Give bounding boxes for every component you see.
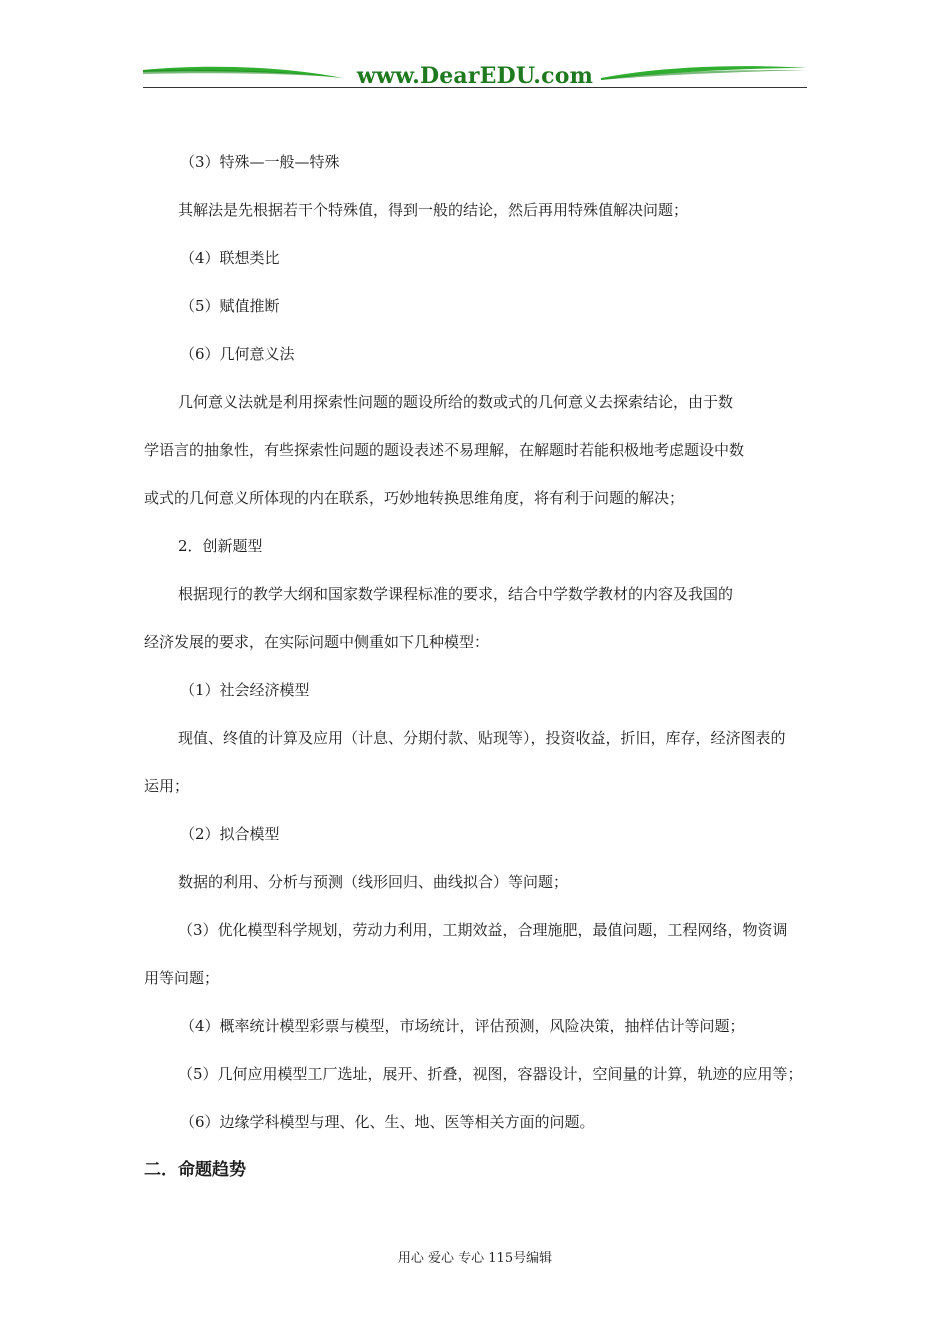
list-item: （5）几何应用模型工厂选址，展开、折叠，视图，容器设计，空间量的计算，轨迹的应用等； bbox=[178, 1065, 803, 1083]
paragraph: 数据的利用、分析与预测（线形回归、曲线拟合）等问题； bbox=[178, 873, 569, 891]
list-item: （6）几何意义法 bbox=[180, 345, 295, 363]
page-footer: 用心 爱心 专心 115号编辑 bbox=[397, 1251, 553, 1266]
list-item: （6）边缘学科模型与理、化、生、地、医等相关方面的问题。 bbox=[180, 1113, 595, 1131]
list-item: （4）联想类比 bbox=[180, 249, 280, 267]
paragraph: 其解法是先根据若干个特殊值，得到一般的结论，然后再用特殊值解决问题； bbox=[178, 201, 689, 219]
paragraph-line: 经济发展的要求，在实际问题中侧重如下几种模型： bbox=[144, 633, 490, 651]
site-logo: www.DearEDU.com bbox=[356, 63, 594, 89]
list-item: （3）特殊—一般—特殊 bbox=[180, 153, 340, 171]
header-rule bbox=[143, 87, 807, 88]
paragraph-line: 现值、终值的计算及应用（计息、分期付款、贴现等），投资收益，折旧，库存，经济图表的 bbox=[178, 729, 786, 747]
paragraph-line: 学语言的抽象性，有些探索性问题的题设表述不易理解，在解题时若能积极地考虑题设中数 bbox=[144, 441, 745, 459]
list-item: （5）赋值推断 bbox=[180, 297, 280, 315]
paragraph-line: （3）优化模型科学规划，劳动力利用，工期效益，合理施肥，最值问题，工程网络，物资调 bbox=[178, 921, 788, 939]
list-item: （1）社会经济模型 bbox=[180, 681, 310, 699]
paragraph-line: 用等问题； bbox=[144, 969, 220, 987]
paragraph-line: 根据现行的教学大纲和国家数学课程标准的要求，结合中学数学教材的内容及我国的 bbox=[178, 585, 734, 603]
section-heading: 二．命题趋势 bbox=[144, 1160, 246, 1180]
list-item: （2）拟合模型 bbox=[180, 825, 280, 843]
paragraph-line: 几何意义法就是利用探索性问题的题设所给的数或式的几何意义去探索结论，由于数 bbox=[178, 393, 734, 411]
list-item: （4）概率统计模型彩票与模型，市场统计，评估预测，风险决策，抽样估计等问题； bbox=[180, 1017, 745, 1035]
document-body bbox=[144, 138, 808, 1146]
paragraph-line: 或式的几何意义所体现的内在联系，巧妙地转换思维角度，将有利于问题的解决； bbox=[144, 489, 685, 507]
paragraph-line: 运用； bbox=[144, 777, 190, 795]
page-header bbox=[143, 58, 807, 92]
subheading: 2．创新题型 bbox=[178, 537, 263, 555]
